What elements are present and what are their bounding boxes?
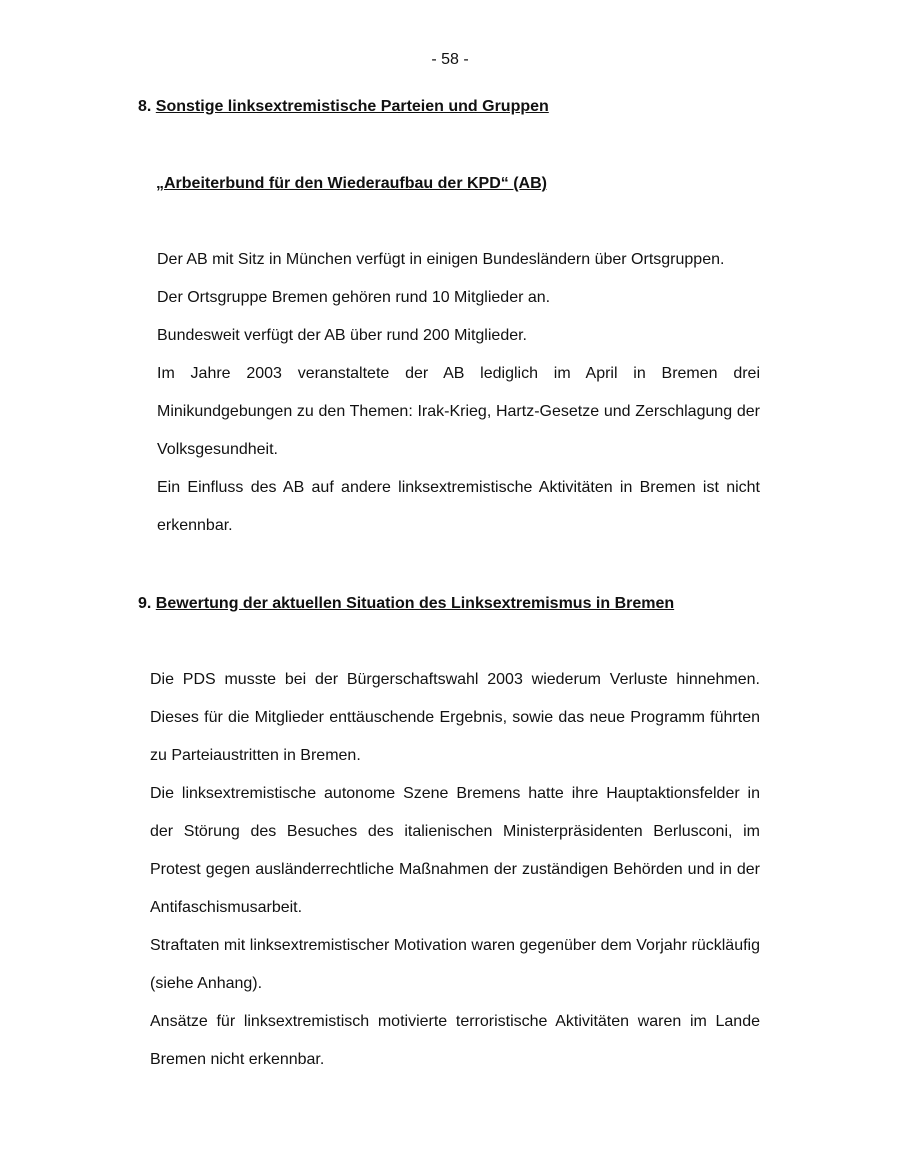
section-9-title: Bewertung der aktuellen Situation des Linksextremismus in Bremen [155,595,675,612]
section-8-title: Sonstige linksextremistische Parteien und Gruppen [155,98,549,115]
section-8-body [157,241,760,545]
paragraph: Straftaten mit linksextremistischer Motivation waren gegenüber dem Vorjahr rückläufig (siehe Anhang). [150,937,760,992]
paragraph: Der AB mit Sitz in München verfügt in einigen Bundesländern über Ortsgruppen. [157,251,725,268]
section-9-body [150,661,760,1079]
section-9-number: 9. [138,595,152,612]
section-9-heading [138,594,674,614]
section-8-number: 8. [138,98,152,115]
paragraph: Der Ortsgruppe Bremen gehören rund 10 Mitglieder an. [157,289,551,306]
paragraph: Ansätze für linksextremistisch motivierte terroristische Aktivitäten waren im Lande Bremen nicht erkennbar. [150,1013,760,1068]
section-8-heading [138,97,549,117]
section-8-subheading: „Arbeiterbund für den Wiederaufbau der KPD“ (AB) [156,175,547,192]
paragraph: Ein Einfluss des AB auf andere linksextremistische Aktivitäten in Bremen ist nicht erkennbar. [157,479,760,534]
paragraph: Die linksextremistische autonome Szene Bremens hatte ihre Hauptaktionsfelder in der Störung des Besuches des italienischen Ministerpräsidenten Berlusconi, im Protest gegen ausländerrechtliche Maßnahmen der zuständigen Behörden und in der Antifaschismusarbeit. [150,785,760,916]
page-number: - 58 - [431,51,469,68]
paragraph: Im Jahre 2003 veranstaltete der AB lediglich im April in Bremen drei Minikundgebungen zu den Themen: Irak-Krieg, Hartz-Gesetze und Zerschlagung der Volksgesundheit. [157,365,760,458]
paragraph: Die PDS musste bei der Bürgerschaftswahl 2003 wiederum Verluste hinnehmen. Dieses für die Mitglieder enttäuschende Ergebnis, sowie das neue Programm führten zu Parteiaustritten in Bremen. [150,671,760,764]
paragraph: Bundesweit verfügt der AB über rund 200 Mitglieder. [157,327,527,344]
